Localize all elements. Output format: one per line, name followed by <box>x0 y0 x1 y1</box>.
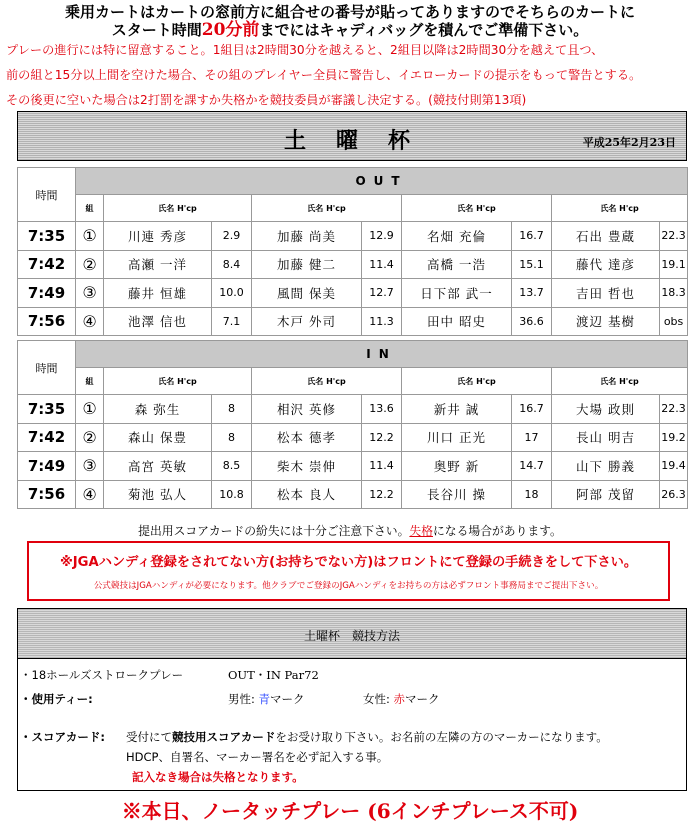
tee-women-label: 女性: <box>363 692 394 706</box>
jga-notice-sub: 公式競技はJGAハンディが必要になります。他クラブでご登録のJGAハンディをお持ちの方は必ずフロント事務局までご提出下さい。 <box>93 581 604 591</box>
pairing-row <box>18 395 688 424</box>
player-name: 名畑 充倫 <box>402 222 512 251</box>
player-name: 加藤 健二 <box>252 250 362 279</box>
player-name: 阿部 茂留 <box>552 480 660 509</box>
format-value: OUT・IN Par72 <box>228 668 319 682</box>
player-name: 大場 政則 <box>552 395 660 424</box>
player-name: 松本 德孝 <box>252 423 362 452</box>
tee-time: 7:42 <box>18 423 76 452</box>
pace-rule-line1: プレーの進行には特に留意すること。1組目は2時間30分を越えると、2組目以降は2時間30分を越えて且つ、 <box>6 43 604 57</box>
scorecard-rule-1a: 受付にて <box>126 730 172 744</box>
player-handicap: 11.4 <box>362 250 402 279</box>
player-handicap: 14.7 <box>512 452 552 481</box>
disqualification-word: 失格 <box>409 524 433 538</box>
player-handicap: 17 <box>512 423 552 452</box>
player-name: 川連 秀彦 <box>104 222 212 251</box>
group-number: ③ <box>76 279 104 308</box>
player-handicap: 16.7 <box>512 222 552 251</box>
player-name: 川口 正光 <box>402 423 512 452</box>
time-header: 時間 <box>18 341 76 395</box>
player-name: 田中 昭史 <box>402 307 512 336</box>
player-handicap: 19.1 <box>660 250 688 279</box>
name-hcp-header: 氏名 H'cp <box>402 195 552 222</box>
player-handicap: 18.3 <box>660 279 688 308</box>
player-name: 木戸 外司 <box>252 307 362 336</box>
scorecard-rule-1 <box>126 729 608 745</box>
rules-title: 土曜杯 競技方法 <box>303 629 400 643</box>
player-handicap: 12.2 <box>362 480 402 509</box>
pace-rule-line3: その後更に空いた場合は2打罰を課すか失格かを競技委員が審議し決定する。(競技付則第13項) <box>6 93 527 107</box>
player-name: 渡辺 基樹 <box>552 307 660 336</box>
pairing-row <box>18 423 688 452</box>
name-hcp-header: 氏名 H'cp <box>252 195 402 222</box>
player-handicap: 8 <box>212 423 252 452</box>
rules-header <box>18 609 686 659</box>
no-touch-play-notice: ※本日、ノータッチプレー (6インチプレース不可) <box>121 799 579 823</box>
player-name: 吉田 哲也 <box>552 279 660 308</box>
event-title: 土曜杯 <box>283 128 440 154</box>
player-name: 風間 保美 <box>252 279 362 308</box>
name-hcp-header: 氏名 H'cp <box>552 368 688 395</box>
cart-notice-line1: 乗用カートはカートの窓前方に組合せの番号が貼ってありますのでそちらのカートに <box>64 3 635 21</box>
out-pairings-table <box>17 167 688 336</box>
pairing-row <box>18 452 688 481</box>
player-handicap: 10.8 <box>212 480 252 509</box>
tee-time: 7:56 <box>18 307 76 336</box>
in-section-header: IN <box>76 341 688 368</box>
player-handicap: 13.7 <box>512 279 552 308</box>
scorecard-rule-3: 記入なき場合は失格となります。 <box>132 770 304 784</box>
cart-notice-text2: までにはキャディバッグを積んでご準備下さい。 <box>259 21 589 39</box>
player-handicap: 8.4 <box>212 250 252 279</box>
pairing-row <box>18 279 688 308</box>
tee-women-color: 赤 <box>393 692 406 706</box>
tee-men-label: 男性: <box>228 692 259 706</box>
scorecard-label: ・スコアカード: <box>20 730 105 744</box>
player-name: 高宮 英敏 <box>104 452 212 481</box>
player-handicap: 22.3 <box>660 222 688 251</box>
group-number: ② <box>76 250 104 279</box>
group-number: ① <box>76 395 104 424</box>
player-handicap: 22.3 <box>660 395 688 424</box>
player-handicap: 2.9 <box>212 222 252 251</box>
group-number: ① <box>76 222 104 251</box>
scorecard-note-text: 提出用スコアカードの紛失には十分ご注意下さい。 <box>138 524 410 538</box>
scorecard-note-text2: になる場合があります。 <box>433 524 562 538</box>
player-name: 高橋 一浩 <box>402 250 512 279</box>
scorecard-rule-1c: をお受け取り下さい。お名前の左隣の方のマーカーになります。 <box>275 730 608 744</box>
name-hcp-header: 氏名 H'cp <box>104 195 252 222</box>
player-handicap: 19.4 <box>660 452 688 481</box>
player-handicap: 13.6 <box>362 395 402 424</box>
player-name: 池澤 信也 <box>104 307 212 336</box>
group-header: 組 <box>76 368 104 395</box>
tee-men-mark: マーク <box>270 692 305 706</box>
player-name: 藤井 恒雄 <box>104 279 212 308</box>
tee-label: ・使用ティー: <box>20 692 93 706</box>
player-handicap: 12.2 <box>362 423 402 452</box>
pairing-row <box>18 480 688 509</box>
time-header: 時間 <box>18 168 76 222</box>
player-handicap: 15.1 <box>512 250 552 279</box>
player-handicap: 12.9 <box>362 222 402 251</box>
name-hcp-header: 氏名 H'cp <box>402 368 552 395</box>
player-name: 山下 勝義 <box>552 452 660 481</box>
jga-notice-box <box>27 541 670 601</box>
out-section-header: OUT <box>76 168 688 195</box>
group-number: ④ <box>76 307 104 336</box>
scorecard-loss-note <box>0 522 700 539</box>
tee-time: 7:56 <box>18 480 76 509</box>
pairing-row <box>18 307 688 336</box>
player-handicap: 10.0 <box>212 279 252 308</box>
pairing-row <box>18 250 688 279</box>
name-hcp-header: 氏名 H'cp <box>252 368 402 395</box>
player-name: 松本 良人 <box>252 480 362 509</box>
tee-men <box>228 691 305 707</box>
player-name: 森山 保豊 <box>104 423 212 452</box>
player-name: 柴木 崇伸 <box>252 452 362 481</box>
tee-women-mark: マーク <box>405 692 440 706</box>
tee-time: 7:49 <box>18 452 76 481</box>
tee-men-color: 青 <box>258 692 271 706</box>
tee-time: 7:42 <box>18 250 76 279</box>
player-handicap: 12.7 <box>362 279 402 308</box>
player-handicap: 26.3 <box>660 480 688 509</box>
player-name: 森 弥生 <box>104 395 212 424</box>
tee-women <box>363 691 440 707</box>
player-handicap: 18 <box>512 480 552 509</box>
event-date: 平成25年2月23日 <box>582 136 676 149</box>
tee-time: 7:35 <box>18 395 76 424</box>
player-handicap: obs <box>660 307 688 336</box>
event-title-box <box>17 111 687 161</box>
player-name: 長谷川 操 <box>402 480 512 509</box>
name-hcp-header: 氏名 H'cp <box>552 195 688 222</box>
player-name: 相沢 英修 <box>252 395 362 424</box>
player-name: 奥野 新 <box>402 452 512 481</box>
player-handicap: 11.3 <box>362 307 402 336</box>
player-name: 新井 誠 <box>402 395 512 424</box>
player-name: 高瀬 一洋 <box>104 250 212 279</box>
pace-rule-line2: 前の組と15分以上間を空けた場合、その組のプレイヤー全員に警告し、イエローカードの提示をもって警告とする。 <box>6 68 642 82</box>
group-header: 組 <box>76 195 104 222</box>
player-handicap: 8 <box>212 395 252 424</box>
player-handicap: 16.7 <box>512 395 552 424</box>
group-number: ③ <box>76 452 104 481</box>
player-name: 長山 明吉 <box>552 423 660 452</box>
player-handicap: 11.4 <box>362 452 402 481</box>
player-name: 加藤 尚美 <box>252 222 362 251</box>
tee-time: 7:35 <box>18 222 76 251</box>
in-pairings-table <box>17 340 688 509</box>
cart-notice-time: 20分前 <box>201 20 260 40</box>
pairing-row <box>18 222 688 251</box>
jga-notice-main: ※JGAハンディ登録をされてない方(お持ちでない方)はフロントにて登録の手続きをして下さい。 <box>59 555 638 570</box>
player-handicap: 8.5 <box>212 452 252 481</box>
format-label: ・18ホールズストロークプレー <box>20 668 184 682</box>
group-number: ④ <box>76 480 104 509</box>
cart-notice-text: スタート時間 <box>111 21 202 39</box>
player-name: 菊池 弘人 <box>104 480 212 509</box>
scorecard-rule-2: HDCP、自署名、マーカー署名を必ず記入する事。 <box>126 750 389 764</box>
player-handicap: 36.6 <box>512 307 552 336</box>
scorecard-rule-1b: 競技用スコアカード <box>172 730 276 744</box>
competition-rules-box <box>17 608 687 791</box>
player-name: 日下部 武一 <box>402 279 512 308</box>
cart-notice-line2 <box>0 22 700 39</box>
player-name: 藤代 達彦 <box>552 250 660 279</box>
name-hcp-header: 氏名 H'cp <box>104 368 252 395</box>
player-name: 石出 豊蔵 <box>552 222 660 251</box>
player-handicap: 19.2 <box>660 423 688 452</box>
tee-time: 7:49 <box>18 279 76 308</box>
player-handicap: 7.1 <box>212 307 252 336</box>
group-number: ② <box>76 423 104 452</box>
